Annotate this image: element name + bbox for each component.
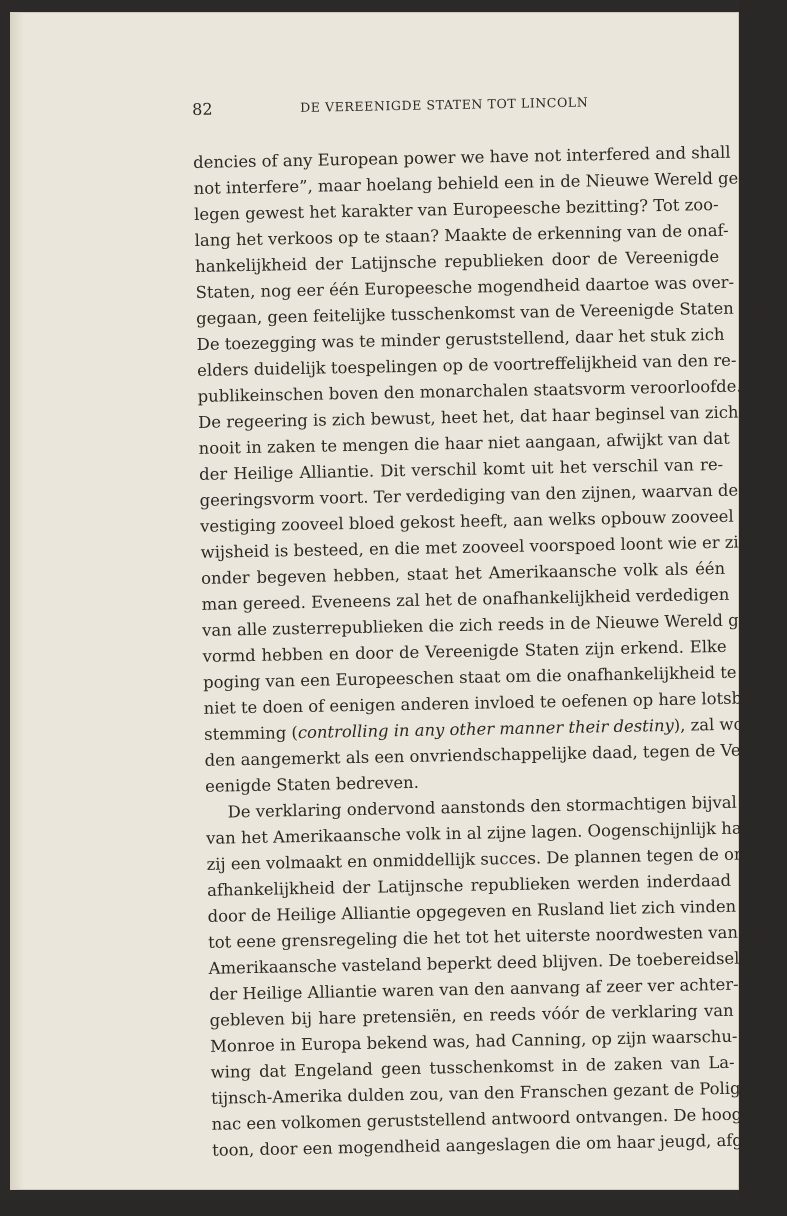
- text-line: van alle zusterrepublieken die zich reeds in de Nieuwe Wereld ge-: [202, 610, 755, 640]
- text-block: [192, 90, 771, 1216]
- text-line: tijnsch-Amerika dulden zou, van den Franschen gezant de Polig-: [210, 1078, 747, 1108]
- text-line: geeringsvorm voort. Ter verdediging van den zijnen, waarvan de: [199, 480, 739, 510]
- text-line: toon, door een mogendheid aangeslagen die om haar jeugd, afge-: [211, 1130, 759, 1160]
- text-line: gegaan, geen feitelijke tusschenkomst van de Vereenigde Staten uit?: [196, 297, 771, 328]
- text-line: hankelijkheid der Latijnsche republieken door de Vereenigde: [195, 246, 720, 276]
- text-line: dencies of any European power we have not interfered and shall: [193, 142, 731, 172]
- text-line: elders duidelijk toespelingen op de voortreffelijkheid van den re-: [197, 350, 737, 380]
- page-edge-shadow: [10, 12, 24, 1190]
- text-line: publikeinschen boven den monarchalen staatsvorm veroorloofde.: [197, 376, 742, 406]
- text-line: nac een volkomen geruststellend antwoord ontvangen. De hooge: [211, 1104, 753, 1134]
- text-line: not interfere”, maar hoelang behield een in de Nieuwe Wereld ge-: [193, 168, 744, 198]
- text-line: De toezegging was te minder geruststellend, daar het stuk zich: [196, 324, 725, 354]
- text-line: wijsheid is besteed, en die met zooveel voorspoed loont wie er zich: [200, 532, 759, 562]
- text-line: poging van een Europeeschen staat om die onafhankelijkheid te: [203, 662, 737, 692]
- text-line: De regeering is zich bewust, heet het, dat haar beginsel van zich: [198, 402, 739, 432]
- text-line: nooit in zaken te mengen die haar niet aangaan, afwijkt van dat: [198, 428, 730, 458]
- text-line: legen gewest het karakter van Europeesche bezitting? Tot zoo-: [194, 194, 719, 224]
- text-line: afhankelijkheid der Latijnsche republieken werden inderdaad: [206, 870, 732, 900]
- text-line: gebleven bij hare pretensiën, en reeds vóór de verklaring van: [209, 1000, 734, 1030]
- italic-quote: controlling in any other manner their destiny: [297, 715, 674, 743]
- page-number: 82: [192, 99, 213, 119]
- text-line: man gereed. Eveneens zal het de onafhankelijkheid verdedigen: [201, 584, 730, 614]
- text-line: De verklaring ondervond aanstonds den stormachtigen bijval: [227, 792, 737, 822]
- text-line: Staten, nog eer één Europeesche mogendheid daartoe was over-: [195, 272, 735, 302]
- text-line: vormd hebben en door de Vereenigde Staten zijn erkend. Elke: [202, 636, 727, 666]
- text-line: van het Amerikaansche volk in al zijne lagen. Oogenschijnlijk had: [205, 818, 753, 848]
- running-head-title: DE VEREENIGDE STATEN TOT LINCOLN: [300, 94, 589, 115]
- text-line: der Heilige Alliantie. Dit verschil komt uit het verschil van re-: [199, 454, 724, 484]
- paragraph-1: [193, 140, 771, 800]
- text-line: eenigde Staten bedreven.: [204, 772, 420, 796]
- text-line: der Heilige Alliantie waren van den aanvang af zeer ver achter-: [208, 974, 739, 1004]
- text-fragment: ), zal wor-: [673, 714, 757, 735]
- text-line: Monroe in Europa bekend was, had Canning, op zijn waarschu-: [209, 1026, 738, 1056]
- text-line: niet te doen of eenigen anderen invloed te oefenen op hare lotsbe-: [203, 688, 758, 718]
- text-fragment: stemming (: [203, 723, 299, 744]
- text-line: wing dat Engeland geen tusschenkomst in de zaken van La-: [210, 1052, 735, 1082]
- text-line: Amerikaansche vasteland beperkt deed blijven. De toebereidselen: [208, 948, 760, 978]
- text-line: tot eene grensregeling die het tot het uiterste noordwesten van het: [207, 922, 771, 952]
- text-line: zij een volmaakt en onmiddellijk succes. De plannen tegen de on-: [206, 844, 751, 874]
- text-line: den aangemerkt als een onvriendschappelijke daad, tegen de Ver-: [204, 740, 755, 770]
- text-line: door de Heilige Alliantie opgegeven en Rusland liet zich vinden: [207, 896, 737, 926]
- text-line: vestiging zooveel bloed gekost heeft, aan welks opbouw zooveel: [200, 506, 734, 536]
- text-line: lang het verkoos op te staan? Maakte de erkenning van de onaf-: [194, 220, 729, 250]
- paragraph-2: [205, 790, 771, 1216]
- text-line: onder begeven hebben, staat het Amerikaansche volk als één: [201, 558, 726, 588]
